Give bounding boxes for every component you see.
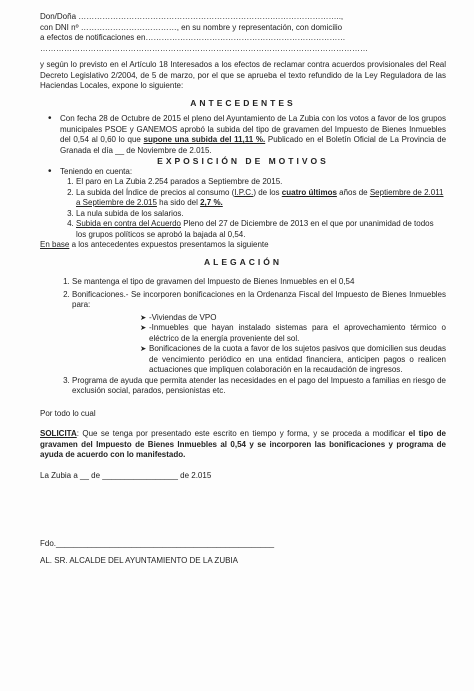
subida-highlight: supone una subida del 11,11 %.	[143, 135, 266, 144]
bonificaciones-list	[40, 313, 446, 376]
applicant-header	[40, 12, 446, 54]
alegacion-list	[40, 277, 446, 311]
intro-paragraph: y según lo previsto en el Artículo 18 Interesados a los efectos de reclamar contra acuerdos provisionales del Real Decreto Legislativo 2/2004, de 5 de marzo, por el que se aprueba el texto refundido de la Ley Reguladora de las Haciendas Locales, expone lo siguiente:	[40, 60, 446, 90]
motivo-item: 4. Subida en contra del Acuerdo Pleno del 27 de Diciembre de 2013 en el que por unanimidad de todos los grupos políticos se aprobó la bajada al 0,54.	[76, 219, 446, 240]
exposicion-bullet: • Teniendo en cuenta:	[60, 167, 446, 178]
firma-line: Fdo._________________________________________________	[40, 539, 275, 548]
exposicion-closing: En base a los antecedentes expuestos presentamos la siguiente	[40, 240, 269, 249]
alegacion-item: 2. Bonificaciones.- Se incorporen bonificaciones en la Ordenanza Fiscal del Impuesto de Bienes Inmuebles para:	[72, 290, 446, 311]
antecedentes-item: • Con fecha 28 de Octubre de 2015 el pleno del Ayuntamiento de La Zubia con los votos a favor de los grupos municipales PSOE y GANEMOS aprobó la subida del tipo de gravamen del Impuesto de Bienes Inmuebles del 0,54 al 0,60 lo que supone una subida del 11,11 %. Publicado en el Boletín Oficial de La Provincia de Granada el día __ de Noviembre de 2.015.	[60, 114, 446, 156]
alegacion-list-cont	[40, 376, 446, 397]
header-line-dni: con DNI nº ………………………………, en su nombre y representación, con domicilio	[40, 22, 343, 32]
motivo-item: 3. La nula subida de los salarios.	[76, 209, 446, 220]
header-line-continued: ……………………………………………………………………………………………………………	[40, 43, 368, 53]
exposicion-heading: EXPOSICIÓN DE MOTIVOS	[157, 156, 329, 166]
alegacion-item: 1. Se mantenga el tipo de gravamen del Impuesto de Bienes Inmuebles en el 0,54	[72, 277, 446, 288]
por-todo-text: Por todo lo cual	[40, 408, 96, 418]
bonificacion-item: ➤ Bonificaciones de la cuota a favor de los sujetos pasivos que domicilien sus deudas de vencimiento periódico en una entidad financiera, anticipen pagos o realicen actuaciones que impliquen colaboración en la recaudación de ingresos.	[140, 344, 446, 374]
solicita-paragraph: SOLICITA: Que se tenga por presentado este escrito en tiempo y forma, y se proceda a modificar el tipo de gravamen del Impuesto de Bienes Inmuebles al 0,54 y se incorporen las bonificaciones y programa de ayuda de acuerdo con lo manifestado.	[40, 429, 447, 459]
bonificacion-item: ➤ -Viviendas de VPO	[140, 312, 217, 322]
motivo-item: 2. La subida del Índice de precios al consumo (I.P.C.) de los cuatro últimos años de Septiembre de 2.011 a Septiembre de 2.015 ha sido del 2,7 %.	[76, 188, 446, 209]
solicita-label: SOLICITA	[40, 429, 77, 438]
check-arrow-icon: ➤	[140, 312, 147, 322]
check-arrow-icon: ➤	[140, 344, 147, 353]
motivo-item: 1. El paro en La Zubia 2.254 parados a Septiembre de 2015.	[76, 177, 446, 188]
exposicion-list	[40, 167, 446, 178]
alegacion-item: 3. Programa de ayuda que permita atender las necesidades en el pago del Impuesto a familias en riesgo de exclusión social, parados, pensionistas etc.	[72, 376, 446, 397]
bonificacion-item: ➤ -Inmuebles que hayan instalado sistemas para el aprovechamiento térmico o eléctrico de la energía proveniente del sol.	[140, 323, 446, 343]
antecedentes-list	[40, 114, 446, 156]
motivos-list	[40, 177, 446, 240]
header-line-address: a efectos de notificaciones en…………………………………………………………………	[40, 33, 346, 42]
alegacion-heading: ALEGACIÓN	[204, 256, 282, 267]
destinatario-line: AL. SR. ALCALDE DEL AYUNTAMIENTO DE LA ZUBIA	[40, 555, 238, 565]
header-line-name: Don/Doña ……………………………………………………………….……………………..,	[40, 12, 344, 21]
fecha-line: La Zubia a __ de _________________ de 2.015	[40, 470, 212, 480]
check-arrow-icon: ➤	[140, 323, 147, 332]
antecedentes-heading: ANTECEDENTES	[190, 97, 296, 108]
